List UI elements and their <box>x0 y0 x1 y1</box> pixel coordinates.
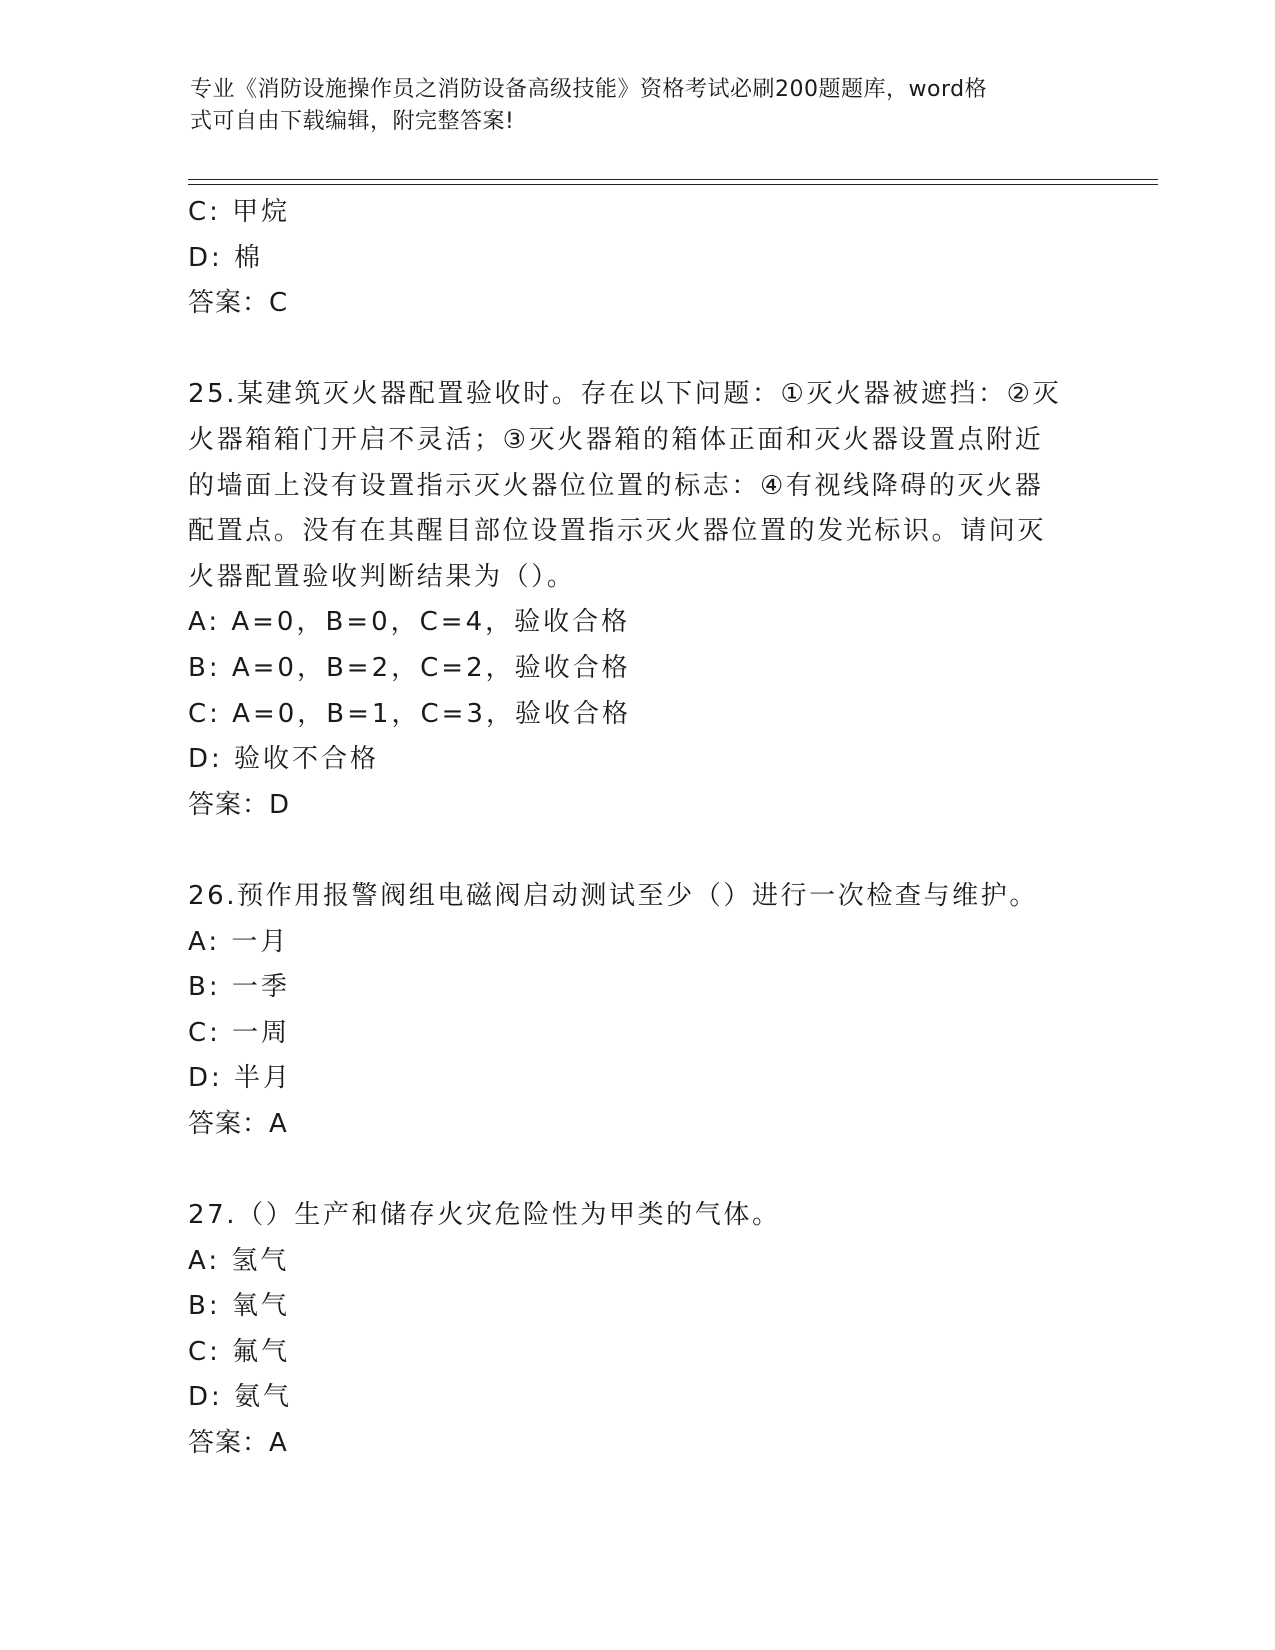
option-b: B: 一季 <box>188 972 290 1003</box>
option-a: A: 一月 <box>188 926 290 957</box>
question-list <box>188 190 1088 1467</box>
option-c: C: A=0，B=1，C=3，验收合格 <box>188 698 631 729</box>
header-divider-top <box>188 179 1158 180</box>
option-d: D: 验收不合格 <box>188 744 380 775</box>
question-block-27 <box>188 1193 1088 1467</box>
option-c: C: 甲烷 <box>188 197 291 227</box>
question-block-prev <box>188 190 1088 327</box>
spacer <box>188 1147 1088 1193</box>
option-d: D: 氨气 <box>188 1382 293 1413</box>
page-header <box>190 74 1070 138</box>
header-divider-bottom <box>188 184 1158 185</box>
option-b: B: 氧气 <box>188 1291 290 1322</box>
option-c: C: 一周 <box>188 1017 291 1048</box>
spacer <box>188 828 1088 874</box>
question-block-26 <box>188 874 1088 1148</box>
question-stem-line: 配置点。没有在其醒目部位设置指示灭火器位置的发光标识。请问灭 <box>188 516 1047 547</box>
question-block-25 <box>188 372 1088 828</box>
answer-line: 答案：A <box>188 1108 288 1139</box>
answer-line: 答案：D <box>188 789 291 820</box>
option-c: C: 氟气 <box>188 1336 291 1367</box>
question-stem-line: 火器箱箱门开启不灵活；③灭火器箱的箱体正面和灭火器设置点附近 <box>188 424 1044 455</box>
question-stem-line: 27.（）生产和储存火灾危险性为甲类的气体。 <box>188 1200 781 1231</box>
answer-line: 答案：A <box>188 1428 288 1459</box>
question-stem-line: 26.预作用报警阀组电磁阀启动测试至少（）进行一次检查与维护。 <box>188 880 1038 911</box>
question-stem-line: 火器配置验收判断结果为（）。 <box>188 561 576 592</box>
option-a: A: 氢气 <box>188 1245 290 1276</box>
header-line-1: 专业《消防设施操作员之消防设备高级技能》资格考试必刷200题题库，word格 <box>190 77 988 102</box>
option-b: B: A=0，B=2，C=2，验收合格 <box>188 652 631 683</box>
answer-line: 答案：C <box>188 288 289 319</box>
option-a: A: A=0，B=0，C=4，验收合格 <box>188 607 631 638</box>
option-d: D: 半月 <box>188 1063 293 1094</box>
spacer <box>188 327 1088 373</box>
question-stem-line: 25.某建筑灭火器配置验收时。存在以下问题：①灭火器被遮挡：②灭 <box>188 379 1062 410</box>
header-line-2: 式可自由下载编辑，附完整答案! <box>190 109 515 134</box>
question-stem-line: 的墙面上没有设置指示灭火器位位置的标志：④有视线降碍的灭火器 <box>188 470 1044 501</box>
option-d: D: 棉 <box>188 242 264 273</box>
